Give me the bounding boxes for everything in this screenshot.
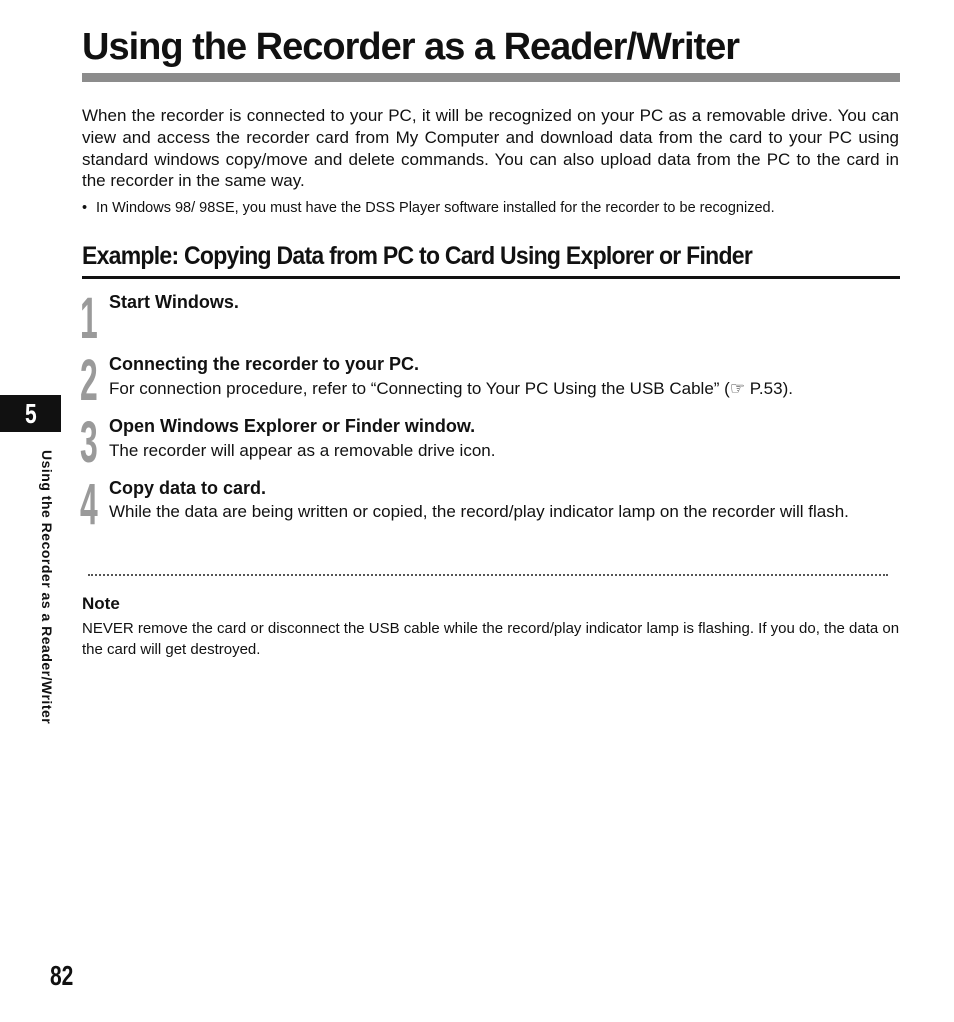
step-number: 4 xyxy=(80,472,98,537)
intro-paragraph: When the recorder is connected to your PC, it will be recognized on your PC as a removable drive. You can view and access the recorder card from My Computer and download data from the card to your PC using standard windows copy/move and delete commands. You can also upload data from the PC to the card in the recorder in the same way. xyxy=(82,106,899,191)
page-number xyxy=(50,960,81,992)
bullet-marker: • xyxy=(82,200,88,216)
step-number: 1 xyxy=(80,286,98,351)
page-number-text: 82 xyxy=(50,960,74,991)
step-description: For connection procedure, refer to “Connecting to Your PC Using the USB Cable” (☞ P.53). xyxy=(109,379,793,398)
page-title: Using the Recorder as a Reader/Writer xyxy=(82,26,740,68)
step-number: 3 xyxy=(80,410,98,475)
bullet-note xyxy=(82,199,902,217)
bullet-text: In Windows 98/ 98SE, you must have the DSS Player software installed for the recorder to be recognized. xyxy=(96,200,775,216)
step-description: While the data are being written or copied, the record/play indicator lamp on the recorder will flash. xyxy=(109,502,849,521)
section-rule xyxy=(82,276,900,279)
title-rule xyxy=(82,73,900,82)
step-title: Copy data to card. xyxy=(109,478,267,498)
step-number: 2 xyxy=(80,348,98,413)
step-title: Connecting the recorder to your PC. xyxy=(109,354,420,374)
chapter-tab xyxy=(0,395,61,432)
step-title: Start Windows. xyxy=(109,292,239,312)
note-label: Note xyxy=(82,594,120,613)
side-chapter-label: Using the Recorder as a Reader/Writer xyxy=(39,450,55,725)
dotted-separator xyxy=(88,574,888,576)
step-description: The recorder will appear as a removable drive icon. xyxy=(109,441,496,460)
chapter-number: 5 xyxy=(24,398,37,429)
section-heading: Example: Copying Data from PC to Card Using Explorer or Finder xyxy=(82,242,753,270)
step-title: Open Windows Explorer or Finder window. xyxy=(109,416,476,436)
note-text: NEVER remove the card or disconnect the USB cable while the record/play indicator lamp is flashing. If you do, the data on the card will get destroyed. xyxy=(82,620,900,658)
